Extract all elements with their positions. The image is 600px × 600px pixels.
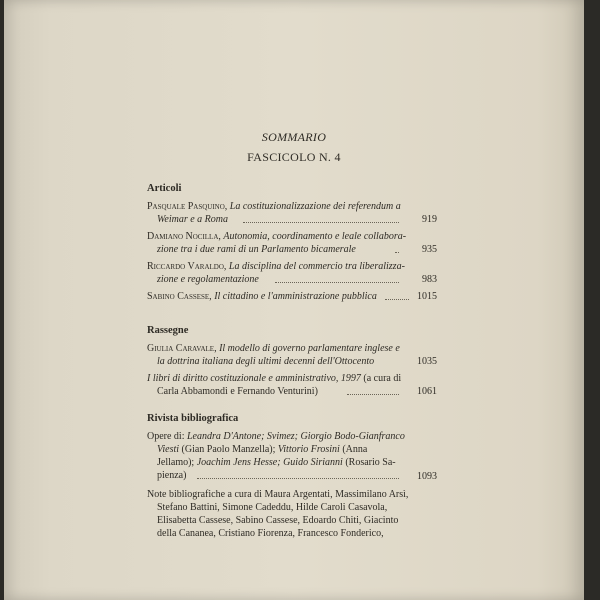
opere-reviewer: (Rosario Sa-	[345, 457, 396, 468]
toc-entry	[147, 290, 437, 303]
entry-page: 1061	[417, 386, 437, 397]
section-heading-articoli: Articoli	[147, 183, 182, 194]
leader-dots	[243, 222, 399, 223]
entry-title: Il modello di governo parlamentare inglese e	[219, 343, 400, 354]
opere-reviewer: pienza)	[157, 470, 187, 481]
entry-editors: (a cura di	[363, 373, 402, 384]
entry-page: 1093	[417, 471, 437, 482]
note-line: della Cananea, Cristiano Fiorenza, Francesco Fonderico,	[157, 528, 384, 539]
issue-number: FASCICOLO N. 4	[247, 150, 341, 164]
entry-title: La costituzionalizzazione dei referendum a	[229, 201, 401, 212]
toc-entry-note	[147, 488, 437, 540]
opere-reviewer: Jellamo);	[157, 457, 195, 468]
entry-title: I libri di diritto costituzionale e amministrativo, 1997	[147, 373, 361, 384]
leader-dots	[275, 282, 399, 283]
entry-page: 1015	[417, 291, 437, 302]
entry-page: 919	[422, 214, 437, 225]
leader-dots	[385, 299, 409, 300]
toc-entry	[147, 372, 437, 398]
opere-authors: Leandra D'Antone; Svimez; Giorgio Bodo-Gianfranco	[187, 431, 405, 442]
opere-reviewer: (Anna	[342, 444, 368, 455]
entry-author: Pasquale Pasquino,	[147, 201, 228, 212]
entry-page: 1035	[417, 356, 437, 367]
entry-title: La disciplina del commercio tra liberalizza-	[228, 261, 405, 272]
section-heading-rassegne: Rassegne	[147, 325, 189, 336]
note-line: Note bibliografiche a cura di Maura Argentati, Massimilano Arsì,	[147, 489, 409, 500]
entry-title-cont: la dottrina italiana degli ultimi decenni dell'Ottocento	[157, 356, 375, 367]
leader-dots	[395, 252, 399, 253]
note-line: Elisabetta Cassese, Sabino Cassese, Edoardo Chiti, Giacinto	[157, 515, 399, 526]
leader-dots	[347, 394, 399, 395]
entry-page: 935	[422, 244, 437, 255]
note-line: Stefano Battini, Simone Cadeddu, Hilde Caroli Casavola,	[157, 502, 388, 513]
toc-entry	[147, 342, 437, 368]
page-title: SOMMARIO	[261, 130, 327, 144]
section-heading-rivista: Rivista bibliografica	[147, 413, 239, 424]
opere-reviewer: (Gian Paolo Manzella);	[181, 444, 276, 455]
entry-title-cont: zione e regolamentazione	[157, 274, 259, 285]
entry-title: Autonomia, coordinamento e leale collabora-	[223, 231, 407, 242]
toc-entry	[147, 260, 437, 286]
entry-author: Giulia Caravale,	[147, 343, 217, 354]
entry-editors-cont: Carla Abbamondi e Fernando Venturini)	[157, 386, 318, 397]
toc-entry	[147, 200, 437, 226]
entry-title-cont: zione tra i due rami di un Parlamento bicamerale	[157, 244, 356, 255]
leader-dots	[197, 478, 399, 479]
entry-author: Riccardo Varaldo,	[147, 261, 227, 272]
entry-author: Damiano Nocilla,	[147, 231, 221, 242]
toc-entry-opere	[147, 430, 437, 482]
book-page	[4, 0, 584, 600]
entry-title-cont: Weimar e a Roma	[157, 214, 229, 225]
opere-author: Vittorio Frosini	[277, 444, 340, 455]
opere-authors: Joachim Jens Hesse; Guido Sirianni	[196, 457, 343, 468]
entry-title: Il cittadino e l'amministrazione pubblica	[214, 291, 377, 302]
opere-author: Viesti	[157, 444, 180, 455]
entry-page: 983	[422, 274, 437, 285]
opere-label: Opere di:	[147, 431, 185, 442]
entry-author: Sabino Cassese,	[147, 291, 212, 302]
toc-entry	[147, 230, 437, 256]
